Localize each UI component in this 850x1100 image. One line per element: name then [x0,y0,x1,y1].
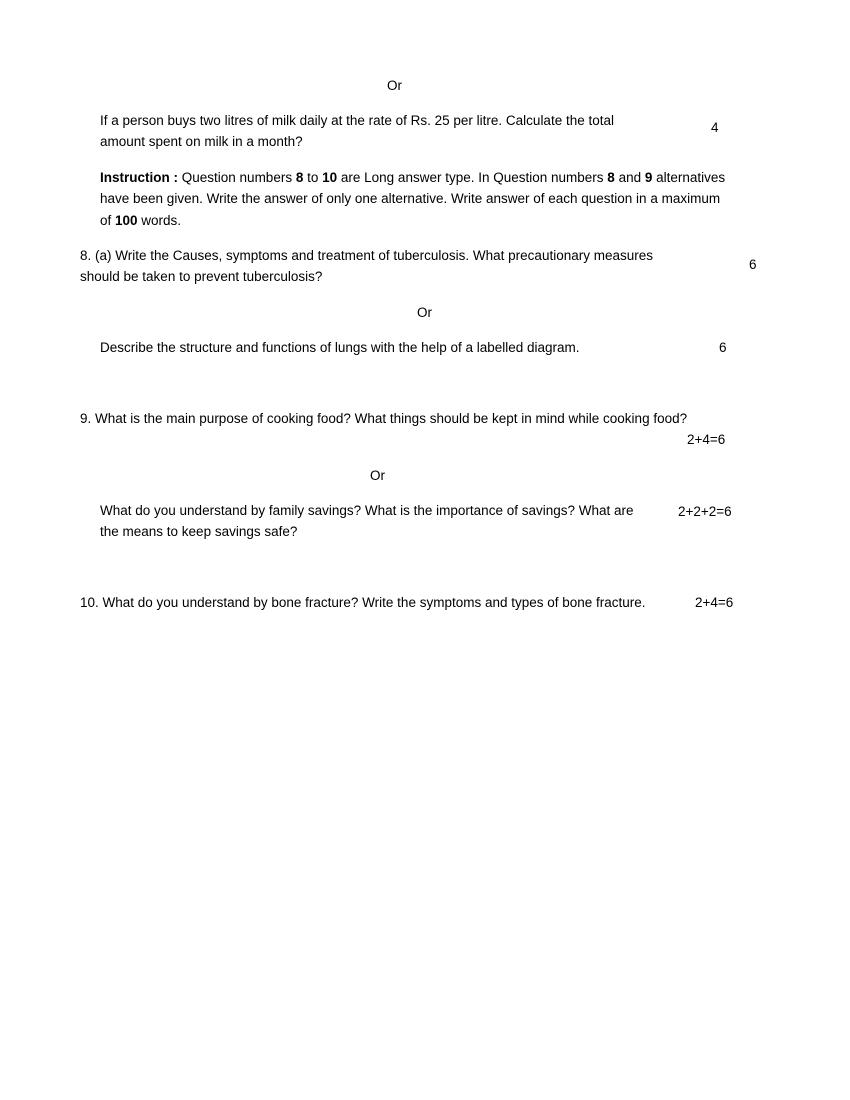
q9-alt-marks: 2+2+2=6 [678,504,732,519]
q7-alt-line-1: If a person buys two litres of milk daily at the rate of Rs. 25 per litre. Calculate the total [100,113,614,128]
instruction-num-8: 8 [295,170,304,185]
q8-alt-marks: 6 [719,340,727,355]
or-separator-q8: Or [417,305,432,320]
instruction-num-100: 100 [115,213,138,228]
q9-line-1: 9. What is the main purpose of cooking food? What things should be kept in mind while cooking food? [80,411,688,426]
instruction-text-2: to [303,170,323,185]
instruction-text-7: words. [137,213,182,228]
q7-alt-line-2: amount spent on milk in a month? [100,134,303,149]
instruction-text-6: of [100,213,116,228]
q9-alt-line-2: the means to keep savings safe? [100,524,298,539]
instruction-text-5: alternatives [652,170,726,185]
q8-marks: 6 [749,257,757,272]
instruction-line-3 [100,210,181,231]
q9-alt-line-1: What do you understand by family savings? What is the importance of savings? What are [100,503,634,518]
q9-marks: 2+4=6 [687,432,726,447]
instruction-num-8b: 8 [607,170,615,185]
q8-line-2: should be taken to prevent tuberculosis? [80,269,323,284]
q10-marks: 2+4=6 [695,595,734,610]
q10-line-1: 10. What do you understand by bone fracture? Write the symptoms and types of bone fracture. [80,595,646,610]
instruction-text-3: are Long answer type. In Question numbers [337,170,608,185]
q8-alt-line-1: Describe the structure and functions of lungs with the help of a labelled diagram. [100,340,580,355]
instruction-num-9: 9 [644,170,653,185]
q7-alt-marks: 4 [711,120,719,135]
instruction-text-4: and [614,170,645,185]
instruction-line-2: have been given. Write the answer of only one alternative. Write answer of each question in a maximum [100,191,721,206]
instruction-text-1: Question numbers [181,170,296,185]
instruction-label: Instruction : [100,170,178,185]
q8-line-1: 8. (a) Write the Causes, symptoms and treatment of tuberculosis. What precautionary measures [80,248,653,263]
or-separator-q9: Or [370,468,385,483]
instruction-num-10: 10 [322,170,338,185]
instruction-line-1 [100,167,725,188]
or-separator-q7: Or [387,78,402,93]
